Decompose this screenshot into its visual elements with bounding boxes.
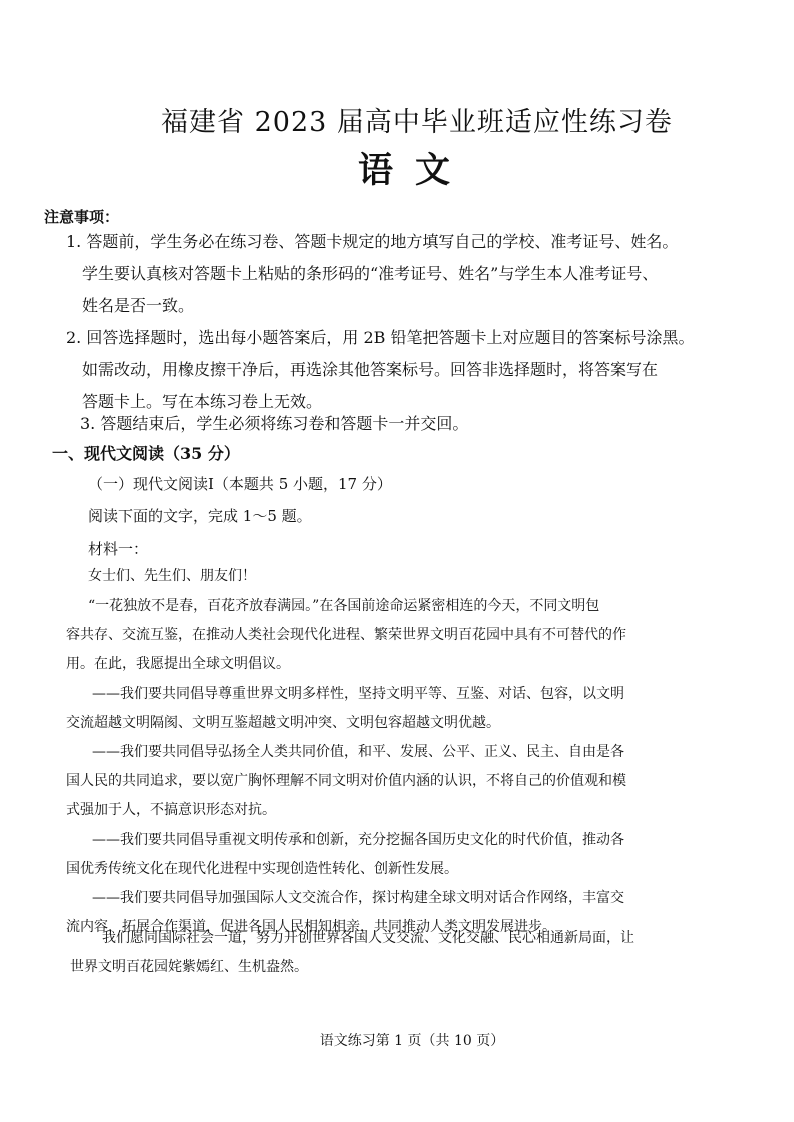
passage-line: ——我们要共同倡导重视文明传承和创新，充分挖掘各国历史文化的时代价值，推动各 [92, 832, 624, 848]
exam-title: 福建省 2023 届高中毕业班适应性练习卷 [161, 107, 673, 138]
notice-line: 学生要认真核对答题卡上粘贴的条形码的“准考证号、姓名”与学生本人准考证号、 [82, 264, 659, 283]
passage-line: ——我们要共同倡导弘扬全人类共同价值，和平、发展、公平、正义、民主、自由是各 [92, 744, 624, 760]
notice-item-3 [80, 408, 760, 440]
passage-greeting [88, 562, 708, 591]
notice-item-1 [66, 226, 746, 322]
page-footer: 语文练习第 1 页（共 10 页） [319, 1033, 505, 1049]
passage-paragraph-3 [66, 738, 686, 825]
section-instruction: 阅读下面的文字，完成 1～5 题。 [88, 507, 312, 525]
passage-line: 交流超越文明隔阂、文明互鉴超越文明冲突、文明包容超越文明优越。 [66, 715, 500, 731]
passage-line: 容共存、交流互鉴，在推动人类社会现代化进程、繁荣世界文明百花园中具有不可替代的作 [66, 627, 626, 643]
passage-line: 国优秀传统文化在现代化进程中实现创造性转化、创新性发展。 [66, 861, 458, 877]
notice-line: 1. 答题前，学生务必在练习卷、答题卡规定的地方填写自己的学校、准考证号、姓名。 [66, 232, 679, 251]
passage-line: “一花独放不是春，百花齐放春满园。”在各国前途命运紧密相连的今天，不同文明包 [88, 598, 600, 614]
passage-line: ——我们要共同倡导尊重世界文明多样性，坚持文明平等、互鉴、对话、包容，以文明 [92, 686, 624, 702]
passage-paragraph-6 [70, 924, 690, 982]
notice-item-2 [66, 322, 746, 418]
passage-line: 式强加于人，不搞意识形态对抗。 [66, 802, 276, 818]
passage-line: 流内容，拓展合作渠道，促进各国人民相知相亲，共同推动人类文明发展进步。 [66, 919, 556, 935]
notice-line: 3. 答题结束后，学生必须将练习卷和答题卡一并交回。 [80, 414, 469, 433]
section-heading: 一、现代文阅读（35 分） [52, 444, 240, 463]
notice-line: 姓名是否一致。 [82, 296, 195, 315]
notice-line: 2. 回答选择题时，选出每小题答案后，用 2B 铅笔把答题卡上对应题目的答案标号涂黑。 [66, 328, 695, 347]
passage-line: 我们愿同国际社会一道，努力开创世界各国人文交流、文化交融、民心相通新局面，让 [102, 930, 634, 946]
passage-paragraph-2 [66, 680, 686, 738]
section-subheading: （一）现代文阅读Ⅰ（本题共 5 小题，17 分） [88, 475, 392, 493]
material-label: 材料一： [88, 540, 149, 558]
passage-line: 用。在此，我愿提出全球文明倡议。 [66, 656, 290, 672]
notice-line: 如需改动，用橡皮擦干净后，再选涂其他答案标号。回答非选择题时，将答案写在 [82, 360, 659, 379]
notice-line: 答题卡上。写在本练习卷上无效。 [82, 392, 323, 411]
passage-line: 女士们、先生们、朋友们！ [88, 568, 256, 584]
passage-paragraph-1 [66, 592, 686, 679]
passage-line: 世界文明百花园姹紫嫣红、生机盎然。 [70, 959, 308, 975]
subject-title: 语文 [357, 150, 472, 191]
passage-paragraph-4 [66, 826, 686, 884]
notice-heading: 注意事项： [44, 208, 120, 226]
passage-line: 国人民的共同追求，要以宽广胸怀理解不同文明对价值内涵的认识，不将自己的价值观和模 [66, 773, 626, 789]
passage-line: ——我们要共同倡导加强国际人文交流合作，探讨构建全球文明对话合作网络，丰富交 [92, 890, 624, 906]
